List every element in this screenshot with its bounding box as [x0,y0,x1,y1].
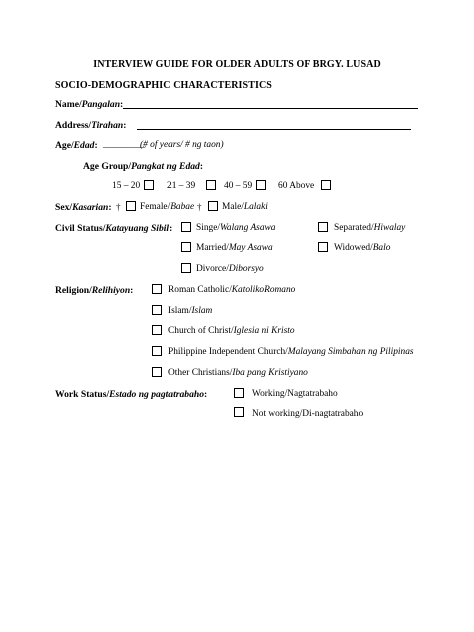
religion-islam-option: Islam/Islam [168,306,213,316]
name-field[interactable] [123,108,418,109]
age-group-label: Age Group/Pangkat ng Edad: [83,161,204,172]
document-title: INTERVIEW GUIDE FOR OLDER ADULTS OF BRGY. LUSAD [93,59,381,70]
civil-status-divorce-checkbox[interactable] [181,263,191,273]
age-label: Age/Edad: [55,140,98,151]
religion-philippine-independent-checkbox[interactable] [152,346,162,356]
age-group-option-label: 15 – 20 [112,181,141,191]
civil-status-single-option: Singe/Walang Asawa [196,223,276,233]
name-label: Name/Pangalan: [55,99,124,110]
work-status-label: Work Status/Estado ng pagtatrabaho: [55,389,208,400]
work-status-not-working-option: Not working/Di-nagtatrabaho [252,409,364,419]
religion-other-christians-option: Other Christians/Iba pang Kristiyano [168,368,308,378]
religion-church-of-christ-checkbox[interactable] [152,325,162,335]
civil-status-divorce-option: Divorce/Diborsyo [196,264,264,274]
age-group-option-label: 40 – 59 [224,181,253,191]
age-group-40-59-checkbox[interactable] [256,180,266,190]
section-heading: SOCIO-DEMOGRAPHIC CHARACTERISTICS [55,80,272,91]
age-group-option-label: 60 Above [278,181,315,191]
religion-islam-checkbox[interactable] [152,305,162,315]
sex-female-checkbox[interactable] [126,201,136,211]
sex-label: Sex/Kasarian: [55,202,112,213]
work-status-not-working-checkbox[interactable] [234,407,244,417]
sex-female-option: Female/Babae [140,202,195,212]
religion-roman-catholic-checkbox[interactable] [152,284,162,294]
civil-status-separated-checkbox[interactable] [318,222,328,232]
sex-female-marker-icon[interactable]: † [116,202,121,212]
address-label: Address/Tirahan: [55,120,127,131]
age-group-15-20-checkbox[interactable] [144,180,154,190]
age-group-21-39-checkbox[interactable] [206,180,216,190]
civil-status-married-option: Married/May Asawa [196,243,273,253]
religion-philippine-independent-option: Philippine Independent Church/Malayang Simbahan ng Pilipinas [168,347,414,357]
religion-church-of-christ-option: Church of Christ/Iglesia ni Kristo [168,326,295,336]
age-group-option-label: 21 – 39 [167,181,196,191]
age-hint: (# of years/ # ng taon) [140,140,224,150]
civil-status-single-checkbox[interactable] [181,222,191,232]
sex-male-marker-icon[interactable]: † [197,202,202,212]
age-group-60-above-checkbox[interactable] [321,180,331,190]
religion-other-christians-checkbox[interactable] [152,367,162,377]
work-status-working-option: Working/Nagtatrabaho [252,389,338,399]
civil-status-married-checkbox[interactable] [181,242,191,252]
address-field[interactable] [137,129,411,130]
civil-status-separated-option: Separated/Hiwalay [334,223,406,233]
religion-roman-catholic-option: Roman Catholic/KatolikoRomano [168,285,296,295]
civil-status-widowed-option: Widowed/Balo [334,243,391,253]
civil-status-widowed-checkbox[interactable] [318,242,328,252]
work-status-working-checkbox[interactable] [234,388,244,398]
sex-male-checkbox[interactable] [208,201,218,211]
civil-status-label: Civil Status/Katayuang Sibil: [55,223,173,234]
sex-male-option: Male/Lalaki [222,202,268,212]
age-field[interactable]: _________ [103,140,146,150]
religion-label: Religion/Relihiyon: [55,285,134,296]
